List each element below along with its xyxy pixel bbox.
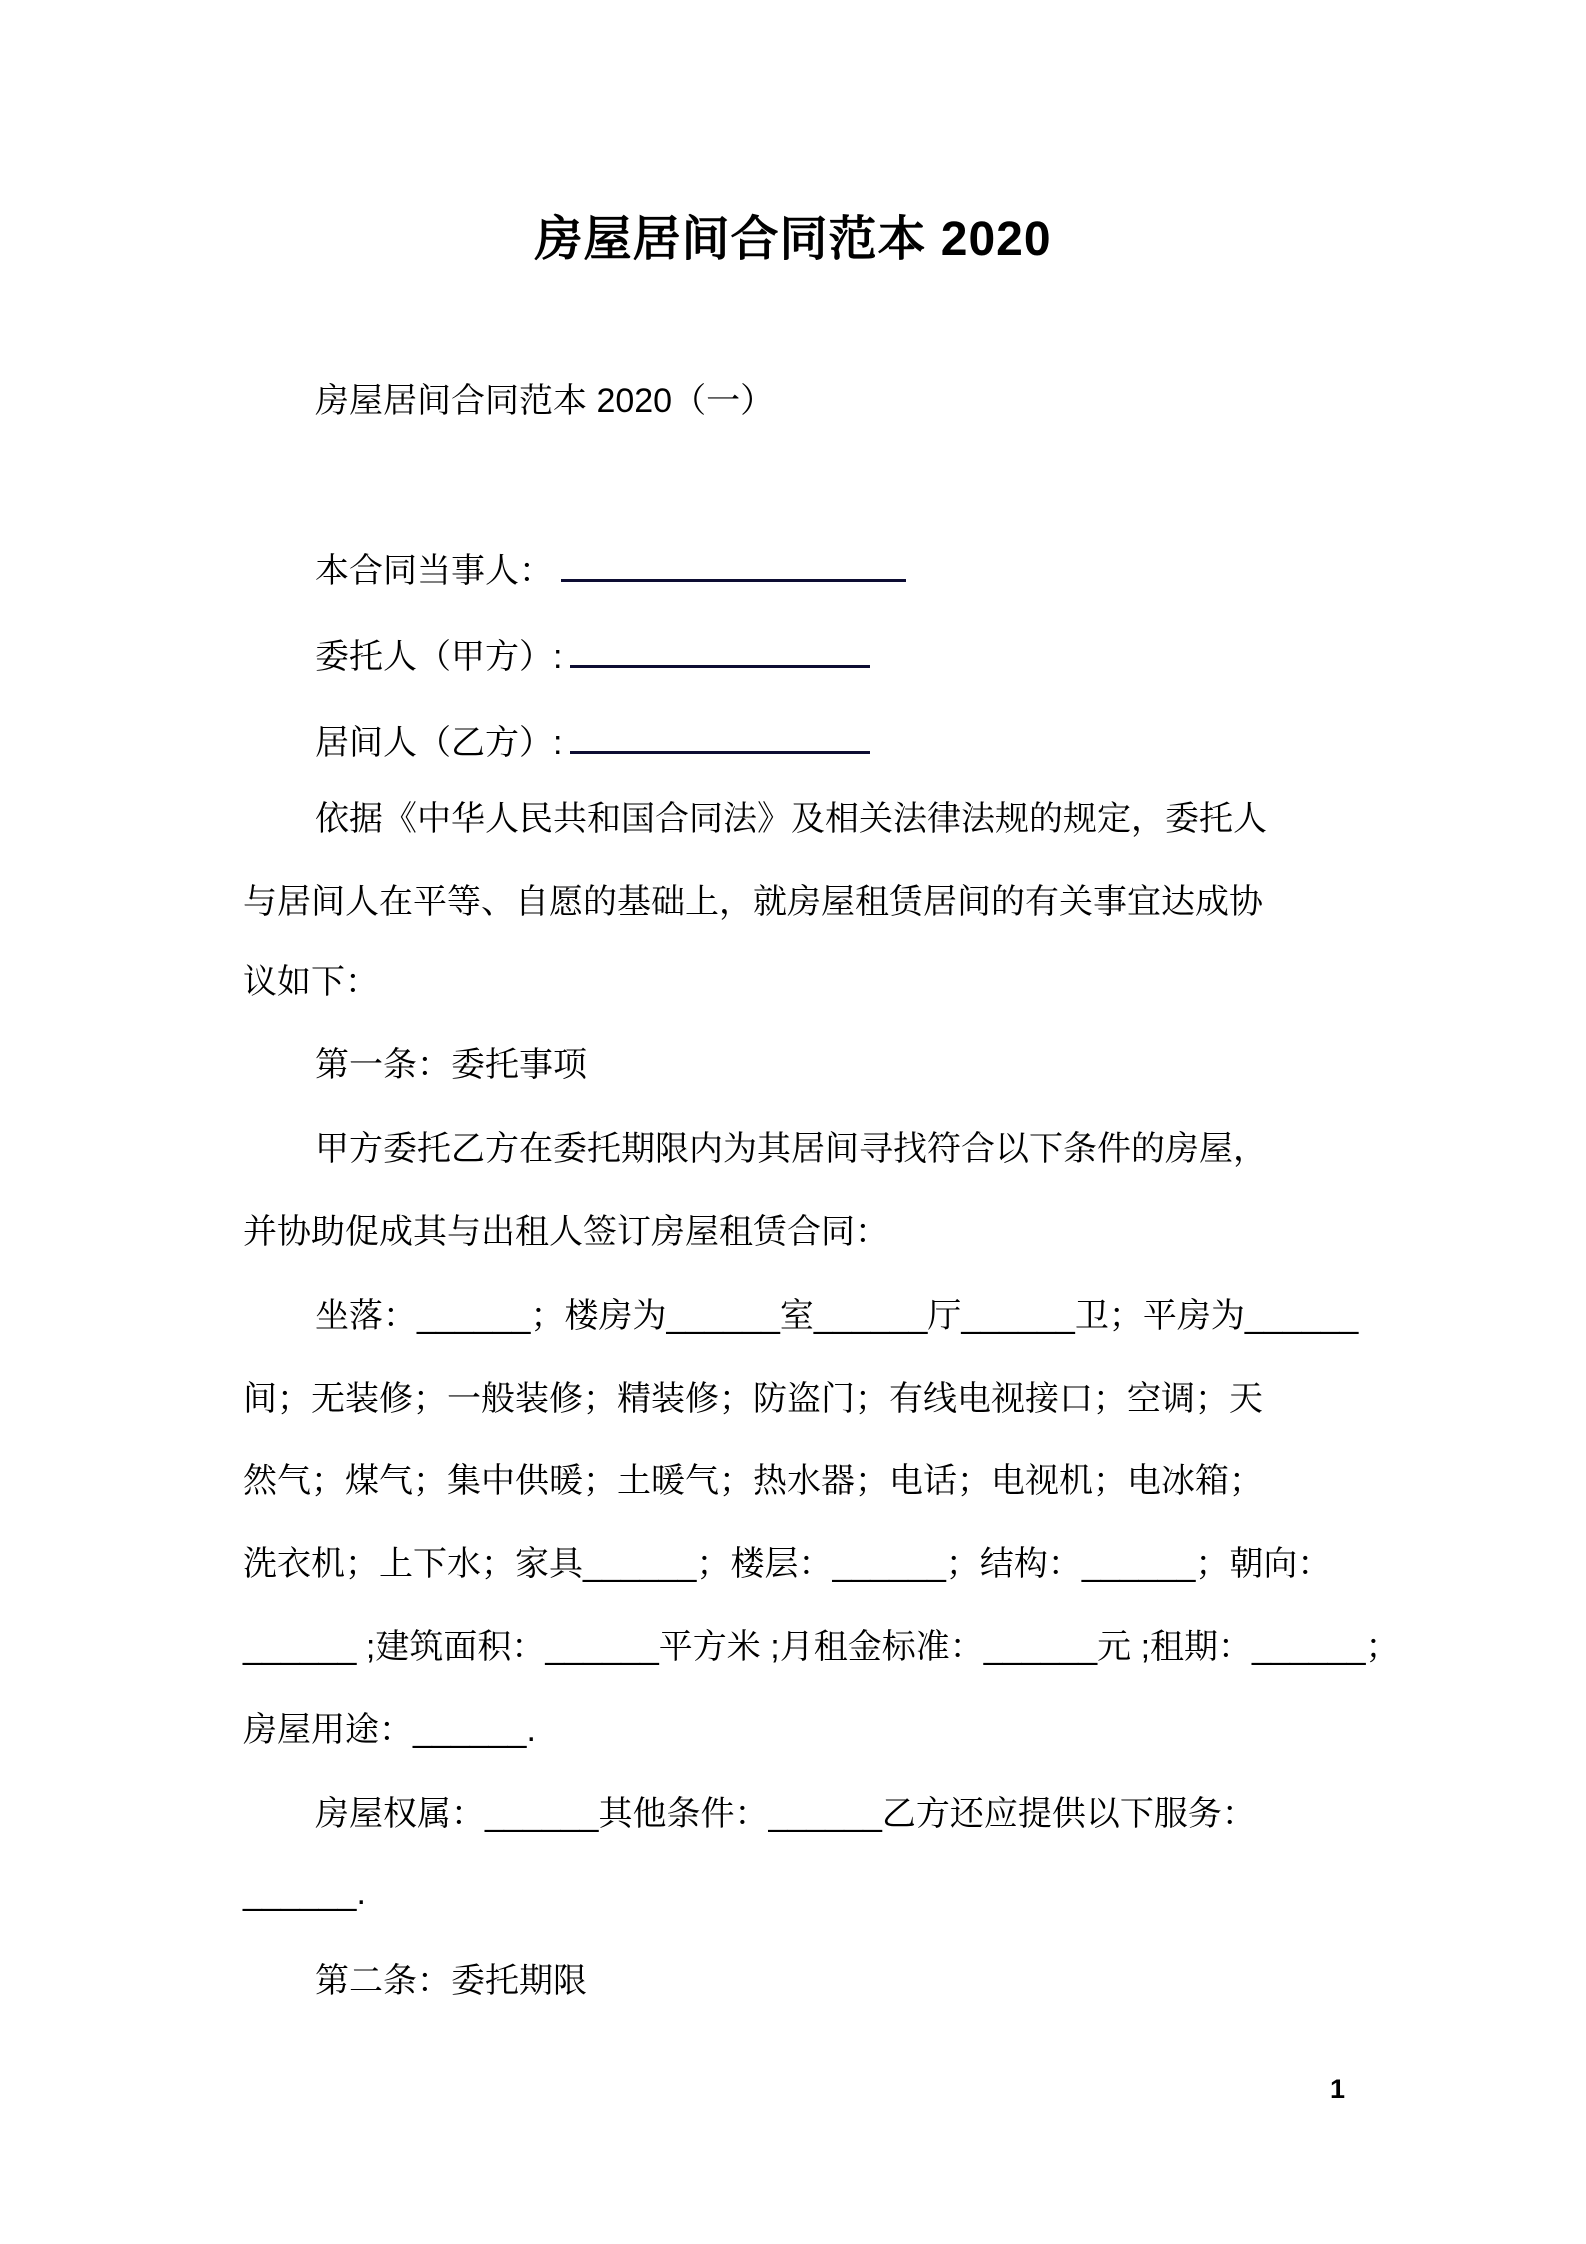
- page-number: 1: [1330, 2074, 1346, 2104]
- fill-in-blank: [561, 545, 906, 582]
- doc-line-house-usage: 房屋用途：______.: [243, 1711, 536, 1749]
- doc-line-basis-1: 依据《中华人民共和国合同法》及相关法律法规的规定，委托人: [315, 800, 1267, 838]
- doc-line-article-1-body-2: 并协助促成其与出租人签订房屋租赁合同：: [243, 1213, 889, 1251]
- party-line-principal: [315, 631, 870, 679]
- doc-line-house-desc-3: 然气；煤气；集中供暖；土暖气；热水器；电话；电视机；电冰箱；: [243, 1462, 1263, 1500]
- doc-line-article-2-heading: 第二条：委托期限: [315, 1962, 587, 2000]
- fill-in-blank: [570, 631, 870, 668]
- party-label-intermediary: 居间人（乙方）:: [315, 724, 563, 762]
- party-label-contract-parties: 本合同当事人：: [315, 552, 553, 590]
- party-label-principal: 委托人（甲方）:: [315, 638, 563, 676]
- fill-in-blank: [570, 717, 870, 754]
- doc-line-blank-continuation: ______.: [243, 1874, 366, 1912]
- doc-line-basis-2: 与居间人在平等、自愿的基础上，就房屋租赁居间的有关事宜达成协: [243, 883, 1263, 921]
- doc-line-basis-3: 议如下：: [243, 963, 379, 1001]
- party-line-intermediary: [315, 717, 870, 765]
- document-subtitle: 房屋居间合同范本 2020（一）: [315, 382, 775, 420]
- doc-line-house-desc-4: 洗衣机；上下水；家具______；楼层：______；结构：______；朝向：: [243, 1545, 1332, 1583]
- doc-line-house-desc-1: 坐落：______；楼房为______室______厅______卫；平房为______: [315, 1297, 1359, 1335]
- doc-line-article-1-body-1: 甲方委托乙方在委托期限内为其居间寻找符合以下条件的房屋，: [315, 1130, 1267, 1168]
- doc-line-house-desc-5: ______ ;建筑面积：______平方米 ;月租金标准：______元 ;租期：______；: [243, 1628, 1400, 1666]
- doc-line-ownership-conditions: 房屋权属：______其他条件：______乙方还应提供以下服务：: [315, 1795, 1256, 1833]
- doc-line-house-desc-2: 间；无装修；一般装修；精装修；防盗门；有线电视接口；空调；天: [243, 1380, 1263, 1418]
- party-line-contract-parties: [315, 545, 906, 593]
- doc-line-article-1-heading: 第一条：委托事项: [315, 1046, 587, 1084]
- document-title: 房屋居间合同范本 2020: [534, 213, 1052, 266]
